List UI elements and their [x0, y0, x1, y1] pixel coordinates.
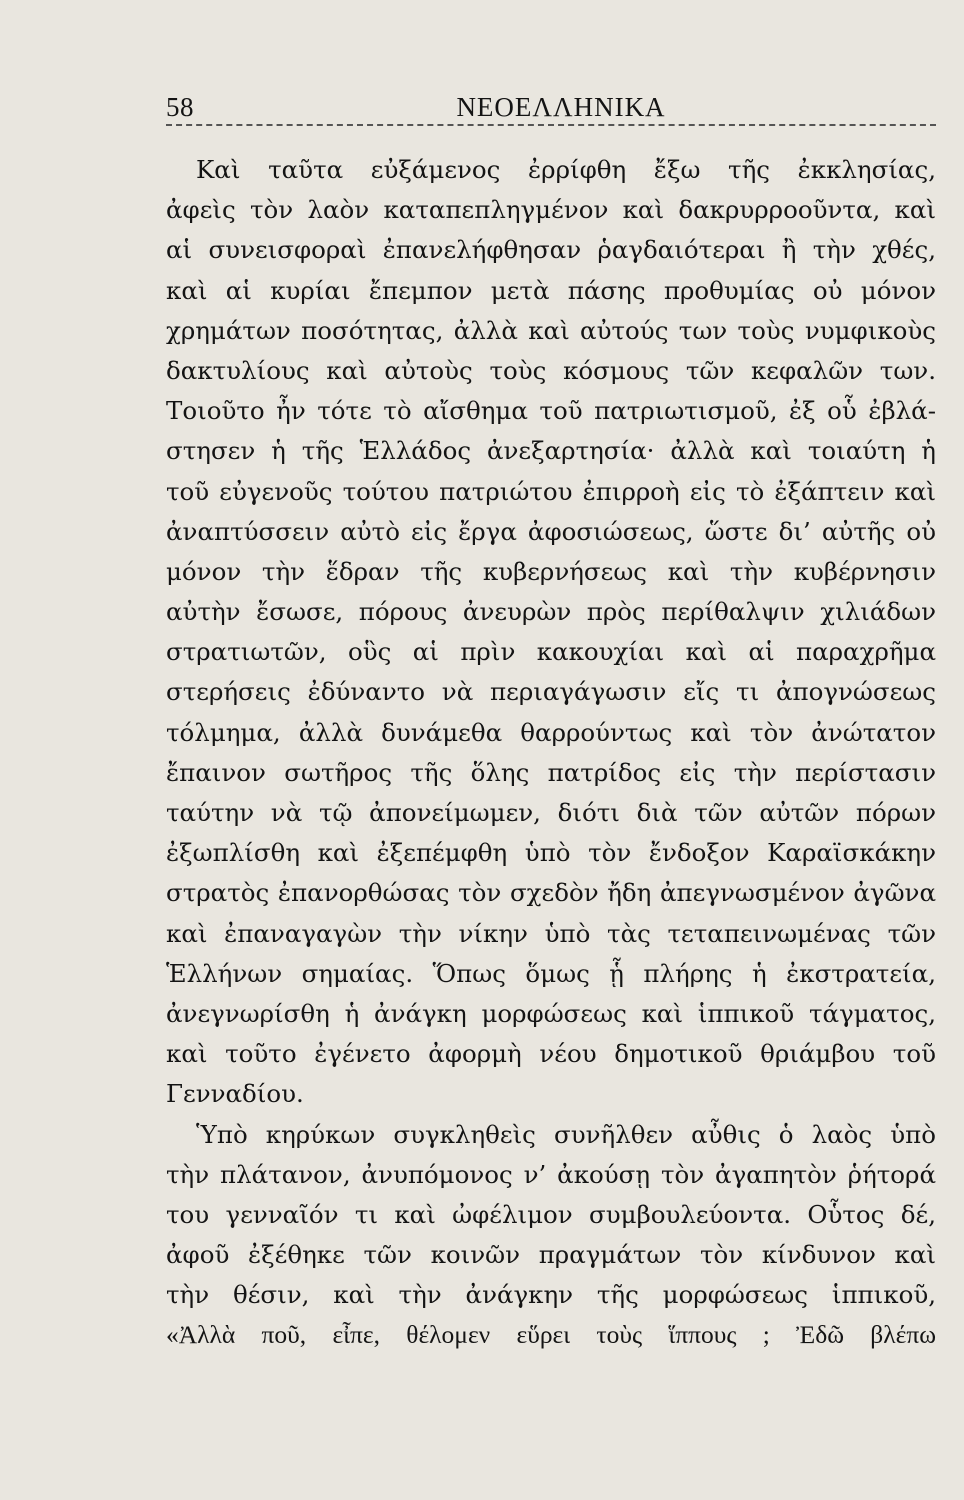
- text-line: αὐτὴν ἔσωσε, πόρους ἀνευρὼν πρὸς περίθαλψιν χιλιάδων: [166, 597, 936, 627]
- text-line: Καὶ ταῦτα εὐξάμενος ἐρρίφθη ἔξω τῆς ἐκκλησίας,: [196, 155, 936, 184]
- text-line: δακτυλίους καὶ αὐτοὺς τοὺς κόσμους τῶν κεφαλῶν των.: [166, 355, 936, 385]
- text-line: ταύτην νὰ τῷ ἀπονείμωμεν, διότι διὰ τῶν αὐτῶν πόρων: [166, 798, 936, 827]
- text-line: ἔπαινον σωτῆρος τῆς ὅλης πατρίδος εἰς τὴν περίστασιν: [166, 757, 936, 787]
- text-line: στρατὸς ἐπανορθώσας τὸν σχεδὸν ἤδη ἀπεγνωσμένον ἀγῶνα: [166, 878, 936, 908]
- text-line: καὶ αἱ κυρίαι ἔπεμπον μετὰ πάσης προθυμίας οὐ μόνον: [166, 275, 936, 305]
- text-line: ἐξωπλίσθη καὶ ἐξεπέμφθη ὑπὸ τὸν ἔνδοξον Καραϊσκάκην: [166, 838, 936, 868]
- text-line: ἀνεγνωρίσθη ἡ ἀνάγκη μορφώσεως καὶ ἱππικοῦ τάγματος,: [166, 998, 936, 1028]
- text-line: χρημάτων ποσότητας, ἀλλὰ καὶ αὐτούς των τοὺς νυμφικοὺς: [166, 315, 936, 345]
- text-line: Τοιοῦτο ἦν τότε τὸ αἴσθημα τοῦ πατριωτισμοῦ, ἐξ οὗ ἐβλά-: [166, 396, 936, 426]
- text-line: στερήσεις ἐδύναντο νὰ περιαγάγωσιν εἴς τι ἀπογνώσεως: [166, 677, 936, 707]
- text-line: ἀφοῦ ἐξέθηκε τῶν κοινῶν πραγμάτων τὸν κίνδυνον καὶ: [166, 1240, 936, 1270]
- text-line: τόλμημα, ἀλλὰ δυνάμεθα θαρρούντως καὶ τὸν ἀνώτατον: [166, 717, 936, 747]
- text-line: ἀναπτύσσειν αὐτὸ εἰς ἔργα ἀφοσιώσεως, ὥστε δι’ αὐτῆς οὐ: [166, 516, 936, 546]
- text-line: ἀφεὶς τὸν λαὸν καταπεπληγμένον καὶ δακρυρροοῦντα, καὶ: [166, 195, 936, 225]
- text-line: Ἑλλήνων σημαίας. Ὅπως ὅμως ᾗ πλήρης ἡ ἐκστρατεία,: [166, 958, 936, 988]
- text-line: του γενναῖόν τι καὶ ὠφέλιμον συμβουλεύοντα. Οὗτος δέ,: [166, 1199, 936, 1229]
- text-line: καὶ ἐπαναγαγὼν τὴν νίκην ὑπὸ τὰς τεταπεινωμένας τῶν: [166, 918, 936, 948]
- text-line: «Ἀλλὰ ποῦ, εἶπε, θέλομεν εὕρει τοὺς ἵππους ; Ἐδῶ βλέπω: [166, 1320, 936, 1350]
- page-number: 58: [166, 92, 194, 122]
- text-line: στησεν ἡ τῆς Ἑλλάδος ἀνεξαρτησία· ἀλλὰ καὶ τοιαύτη ἡ: [166, 436, 936, 466]
- text-line: στρατιωτῶν, οὓς αἱ πρὶν κακουχίαι καὶ αἱ παραχρῆμα: [166, 637, 936, 667]
- text-line: τὴν θέσιν, καὶ τὴν ἀνάγκην τῆς μορφώσεως ἱππικοῦ,: [166, 1280, 936, 1310]
- text-line: τοῦ εὐγενοῦς τούτου πατριώτου ἐπιρροὴ εἰς τὸ ἐξάπτειν καὶ: [166, 476, 936, 506]
- text-line: τὴν πλάτανον, ἀνυπόμονος ν’ ἀκούσῃ τὸν ἀγαπητὸν ῥήτορά: [166, 1159, 936, 1189]
- text-line: Ὑπὸ κηρύκων συγκληθεὶς συνῆλθεν αὖθις ὁ λαὸς ὑπὸ: [196, 1119, 936, 1149]
- body-text: [166, 150, 936, 1356]
- running-head: [166, 82, 936, 126]
- text-line: αἱ συνεισφοραὶ ἐπανελήφθησαν ῥαγδαιότεραι ἢ τὴν χθές,: [166, 235, 936, 265]
- text-line: Γενναδίου.: [166, 1079, 304, 1109]
- journal-title: ΝΕΟΕΛΛΗΝΙΚΑ: [456, 92, 666, 122]
- text-line: καὶ τοῦτο ἐγένετο ἀφορμὴ νέου δημοτικοῦ θριάμβου τοῦ: [166, 1039, 936, 1069]
- text-line: μόνον τὴν ἕδραν τῆς κυβερνήσεως καὶ τὴν κυβέρνησιν: [166, 556, 936, 586]
